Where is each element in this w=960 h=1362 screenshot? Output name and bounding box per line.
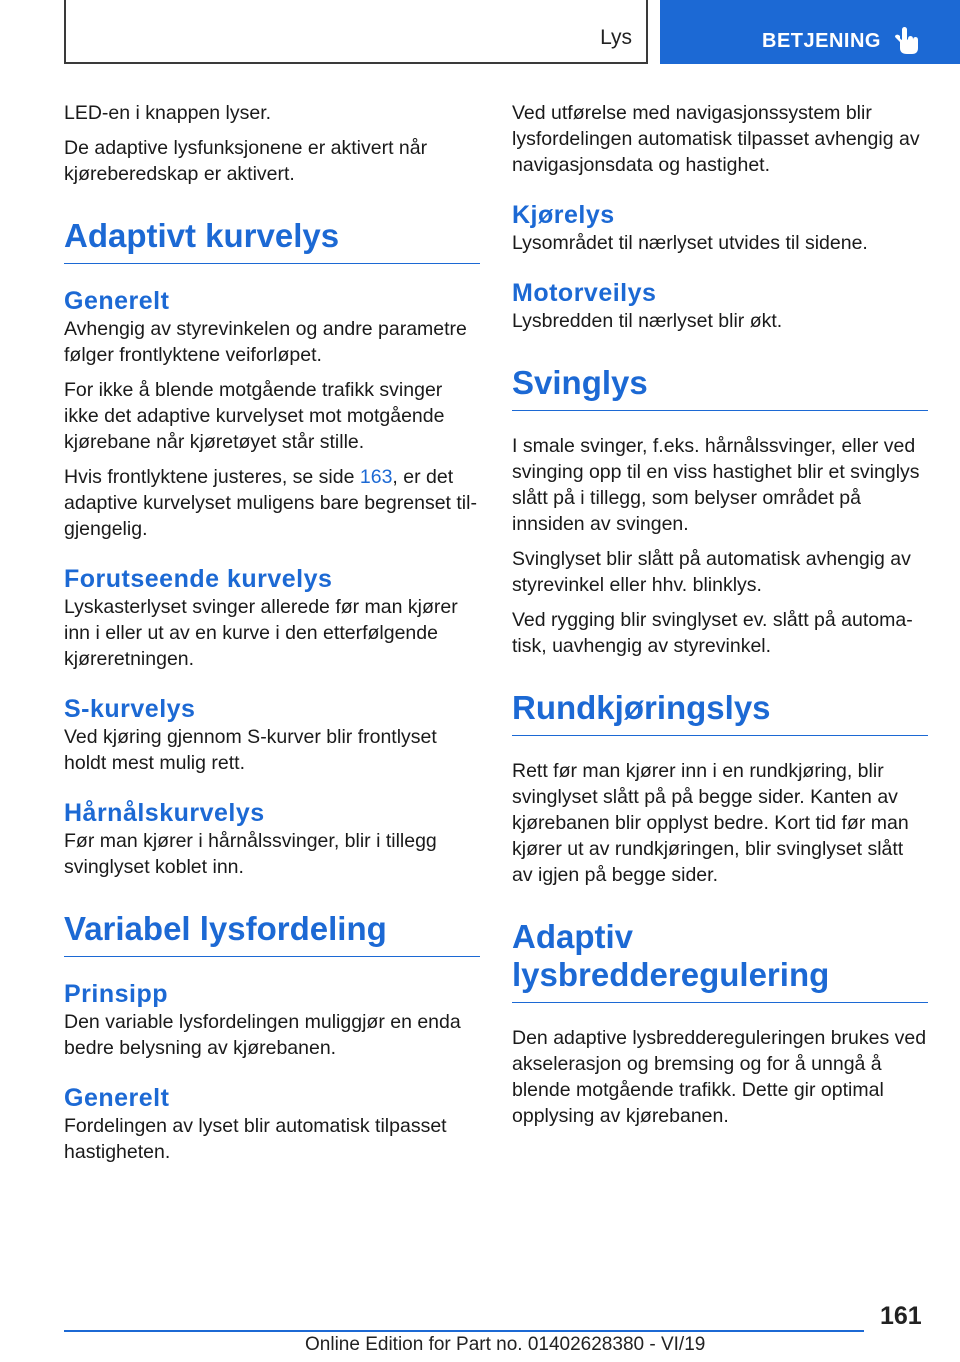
paragraph: I smale svinger, f.eks. hårnålssvinger, eller ved svinging opp til en viss hastighet blir et svinglys slått på i tillegg, som belyser området på innsiden av svingen. [512, 435, 920, 535]
subheading-s-kurvelys: S-kurvelys [64, 695, 196, 723]
subheading-harnalskurvelys: Hårnålskurvelys [64, 799, 265, 827]
heading-line: Adaptiv [512, 918, 634, 955]
left-column [64, 100, 480, 1174]
subheading-kjorelys: Kjørelys [512, 201, 615, 229]
paragraph: Lysområdet til nærlyset utvides til sidene. [512, 232, 868, 254]
paragraph: De adaptive lysfunksjonene er aktivert når kjøreberedskap er aktivert. [64, 137, 428, 185]
header-chapter-tab [660, 0, 960, 64]
subheading-generelt: Generelt [64, 287, 170, 315]
paragraph: LED-en i knappen lyser. [64, 102, 272, 124]
header-section-title: Lys [600, 26, 632, 49]
page-number: 161 [880, 1302, 922, 1330]
paragraph: Den adaptive lysbreddereguleringen brukes ved akselerasjon og bremsing og for å unngå å blende motgående trafikk. Dette gir optimal opplysing av kjørebanen. [512, 1027, 927, 1127]
paragraph: Den variable lysfordelingen muliggjør en enda bedre belysning av kjørebanen. [64, 1011, 461, 1059]
paragraph: Rett før man kjører inn i en rundkjøring, blir svinglyset slått på på begge sider. Kanten av kjørebanen blir opplyst bedre. Kort tid før man kjører ut av rundkjøringen, blir svinglyset slått av igjen på begge sider. [512, 760, 909, 886]
subheading-motorveilys: Motorveilys [512, 279, 657, 307]
header-chapter-label: BETJENING [762, 30, 881, 52]
paragraph: Ved kjøring gjennom S-kurver blir frontlyset holdt mest mulig rett. [64, 726, 437, 774]
paragraph: Før man kjører i hårnålssvinger, blir i tillegg svinglyset koblet inn. [64, 830, 437, 878]
footer-divider [64, 1330, 864, 1332]
text: , er det adaptive kurvelyset muligens bare begrenset tilgjengelig. [64, 466, 477, 540]
heading-variabel-lysfordeling: Variabel lysfordeling [64, 910, 480, 957]
page-reference-link[interactable]: 163 [359, 466, 393, 488]
paragraph [64, 464, 480, 542]
paragraph: Ved utførelse med navigasjonssystem blir lysfordelingen automatisk tilpasset avhengig av navigasjonsdata og hastighet. [512, 102, 920, 176]
paragraph: Fordelingen av lyset blir automatisk tilpasset hastigheten. [64, 1115, 447, 1163]
heading-adaptiv-lysbredderegulering [512, 918, 928, 1003]
header-section-box [64, 0, 648, 64]
heading-adaptivt-kurvelys: Adaptivt kurvelys [64, 217, 480, 264]
paragraph: Svinglyset blir slått på automatisk avhengig av styrevinkel eller hhv. blinklys. [512, 548, 911, 596]
right-column [512, 100, 928, 1138]
paragraph: Lyskasterlyset svinger allerede før man kjører inn i eller ut av en kurve i den etterfølgende kjøreretningen. [64, 596, 458, 670]
paragraph: Ved rygging blir svinglyset ev. slått på automatisk, uavhengig av styrevinkel. [512, 609, 913, 657]
paragraph: For ikke å blende motgående trafikk svinger ikke det adaptive kurvelyset mot motgående kjørebane når kjøretøyet står stille. [64, 379, 445, 453]
footer-edition-text: Online Edition for Part no. 01402628380 - VI/19 [305, 1334, 706, 1355]
heading-rundkjoringslys: Rundkjøringslys [512, 689, 928, 736]
subheading-generelt: Generelt [64, 1084, 170, 1112]
pointing-hand-icon [894, 26, 920, 61]
text: Hvis frontlyktene justeres, se side [64, 466, 360, 488]
subheading-prinsipp: Prinsipp [64, 980, 169, 1008]
paragraph: Lysbredden til nærlyset blir økt. [512, 310, 783, 332]
heading-svinglys: Svinglys [512, 364, 928, 411]
subheading-forutseende-kurvelys: Forutseende kurvelys [64, 565, 333, 593]
heading-line: lysbredderegulering [512, 956, 830, 993]
paragraph: Avhengig av styrevinkelen og andre parametre følger frontlyktene veiforløpet. [64, 318, 467, 366]
